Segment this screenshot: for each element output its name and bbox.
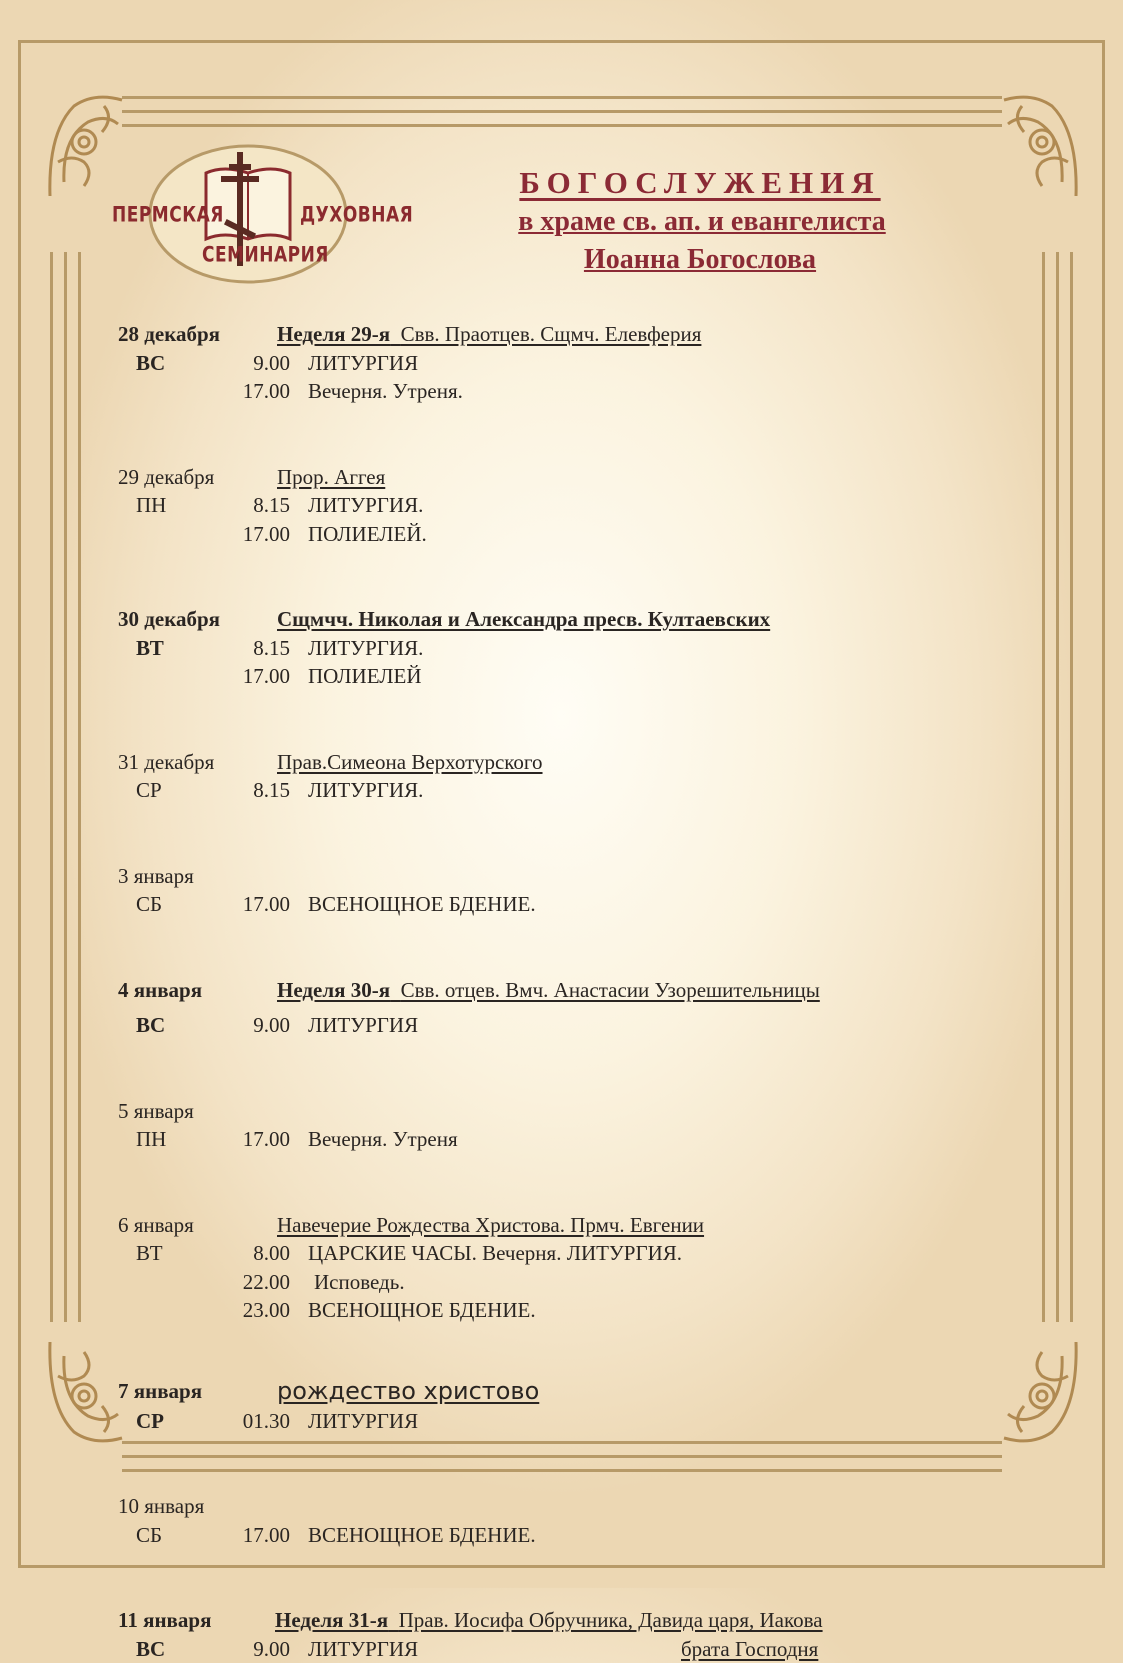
day-weekday: ВС xyxy=(136,1011,165,1040)
title-line-2: в храме св. ап. и евангелиста xyxy=(474,203,930,241)
right-border-line xyxy=(1070,252,1073,1322)
service-name: ЛИТУРГИЯ. xyxy=(308,776,423,805)
schedule-day xyxy=(118,605,948,691)
service-name: ЛИТУРГИЯ. xyxy=(308,634,423,663)
day-feast: Навечерие Рождества Христова. Прмч. Евгении xyxy=(277,1211,704,1240)
day-weekday: СР xyxy=(136,776,162,805)
day-weekday: ПН xyxy=(136,1125,166,1154)
service-time: 17.00 xyxy=(243,662,290,691)
service-time: 8.15 xyxy=(253,776,290,805)
day-date: 29 декабря xyxy=(118,463,214,492)
left-border-line xyxy=(78,252,81,1322)
schedule-day xyxy=(118,1606,948,1663)
service-time: 8.00 xyxy=(253,1239,290,1268)
day-date: 30 декабря xyxy=(118,605,220,634)
day-weekday: СР xyxy=(136,1407,164,1436)
service-name: ЛИТУРГИЯ xyxy=(308,1635,418,1663)
service-time: 17.00 xyxy=(243,520,290,549)
schedule-day xyxy=(118,976,948,1040)
service-time: 17.00 xyxy=(243,1125,290,1154)
service-name: ПОЛИЕЛЕЙ. xyxy=(308,520,427,549)
service-time: 22.00 xyxy=(243,1268,290,1297)
schedule-day xyxy=(118,320,948,406)
service-name: Вечерня. Утреня. xyxy=(308,377,463,406)
day-date: 7 января xyxy=(118,1375,202,1407)
service-name: ЛИТУРГИЯ. xyxy=(308,491,423,520)
schedule-day xyxy=(118,463,948,549)
title-line-3: Иоанна Богослова xyxy=(470,241,930,279)
service-name: ПОЛИЕЛЕЙ xyxy=(308,662,421,691)
left-border-line xyxy=(64,252,67,1322)
service-name: ЦАРСКИЕ ЧАСЫ. Вечерня. ЛИТУРГИЯ. xyxy=(308,1239,682,1268)
logo-text-left: ПЕРМСКАЯ xyxy=(112,203,224,228)
right-border-line xyxy=(1042,252,1045,1322)
day-weekday: ВТ xyxy=(136,1239,163,1268)
corner-ornament-icon xyxy=(994,92,1082,202)
service-name: ВСЕНОЩНОЕ БДЕНИЕ. xyxy=(308,1296,536,1325)
right-border-line xyxy=(1056,252,1059,1322)
schedule-day xyxy=(118,1375,948,1436)
day-feast: Неделя 29-я Свв. Праотцев. Сщмч. Елевферия xyxy=(277,320,701,349)
day-date: 5 января xyxy=(118,1097,194,1126)
day-date: 11 января xyxy=(118,1606,211,1635)
schedule-list xyxy=(118,320,948,1663)
service-time: 17.00 xyxy=(243,890,290,919)
service-time: 9.00 xyxy=(253,349,290,378)
day-date: 28 декабря xyxy=(118,320,220,349)
day-date: 3 января xyxy=(118,862,194,891)
top-border-line xyxy=(122,124,1002,127)
day-weekday: ВС xyxy=(136,349,165,378)
service-name: ВСЕНОЩНОЕ БДЕНИЕ. xyxy=(308,1521,536,1550)
day-feast: Сщмчч. Николая и Александра пресв. Култаевских xyxy=(277,605,770,634)
title-line-1: БОГОСЛУЖЕНИЯ xyxy=(470,163,930,203)
service-time: 17.00 xyxy=(243,377,290,406)
day-weekday: ВТ xyxy=(136,634,164,663)
schedule-day xyxy=(118,748,948,805)
schedule-day xyxy=(118,1492,948,1549)
service-time: 01.30 xyxy=(243,1407,290,1436)
corner-ornament-icon xyxy=(994,1336,1082,1446)
service-time: 23.00 xyxy=(243,1296,290,1325)
service-name: ЛИТУРГИЯ xyxy=(308,349,418,378)
day-date: 4 января xyxy=(118,976,202,1005)
day-weekday: ПН xyxy=(136,491,166,520)
logo-text-right: ДУХОВНАЯ xyxy=(300,203,413,228)
service-time: 9.00 xyxy=(253,1635,290,1663)
service-name: ЛИТУРГИЯ xyxy=(308,1011,418,1040)
service-name: ВСЕНОЩНОЕ БДЕНИЕ. xyxy=(308,890,536,919)
seminary-logo xyxy=(112,143,390,285)
day-feast-continuation: брата Господня xyxy=(681,1635,818,1663)
service-time: 9.00 xyxy=(253,1011,290,1040)
schedule-day xyxy=(118,862,948,919)
schedule-day xyxy=(118,1097,948,1154)
schedule-day xyxy=(118,1211,948,1325)
day-feast: Неделя 31-я Прав. Иосифа Обручника, Давида царя, Иакова xyxy=(275,1606,823,1635)
service-time: 8.15 xyxy=(253,634,290,663)
logo-text-bottom: СЕМИНАРИЯ xyxy=(202,243,329,268)
day-feast: Прав.Симеона Верхотурского xyxy=(277,748,543,777)
page-title xyxy=(470,163,930,279)
day-feast: Прор. Аггея xyxy=(277,463,385,492)
top-border-line xyxy=(122,110,1002,113)
service-name: ЛИТУРГИЯ xyxy=(308,1407,418,1436)
service-time: 17.00 xyxy=(243,1521,290,1550)
day-feast: рождество христово xyxy=(277,1375,539,1407)
day-feast: Неделя 30-я Свв. отцев. Вмч. Анастасии Узорешительницы xyxy=(277,976,820,1005)
day-date: 10 января xyxy=(118,1492,204,1521)
day-weekday: СБ xyxy=(136,1521,162,1550)
day-weekday: СБ xyxy=(136,890,162,919)
left-border-line xyxy=(50,252,53,1322)
service-name: Исповедь. xyxy=(314,1268,405,1297)
day-date: 6 января xyxy=(118,1211,194,1240)
service-name: Вечерня. Утреня xyxy=(308,1125,458,1154)
day-weekday: ВС xyxy=(136,1635,165,1663)
top-border-line xyxy=(122,96,1002,99)
day-date: 31 декабря xyxy=(118,748,214,777)
service-time: 8.15 xyxy=(253,491,290,520)
